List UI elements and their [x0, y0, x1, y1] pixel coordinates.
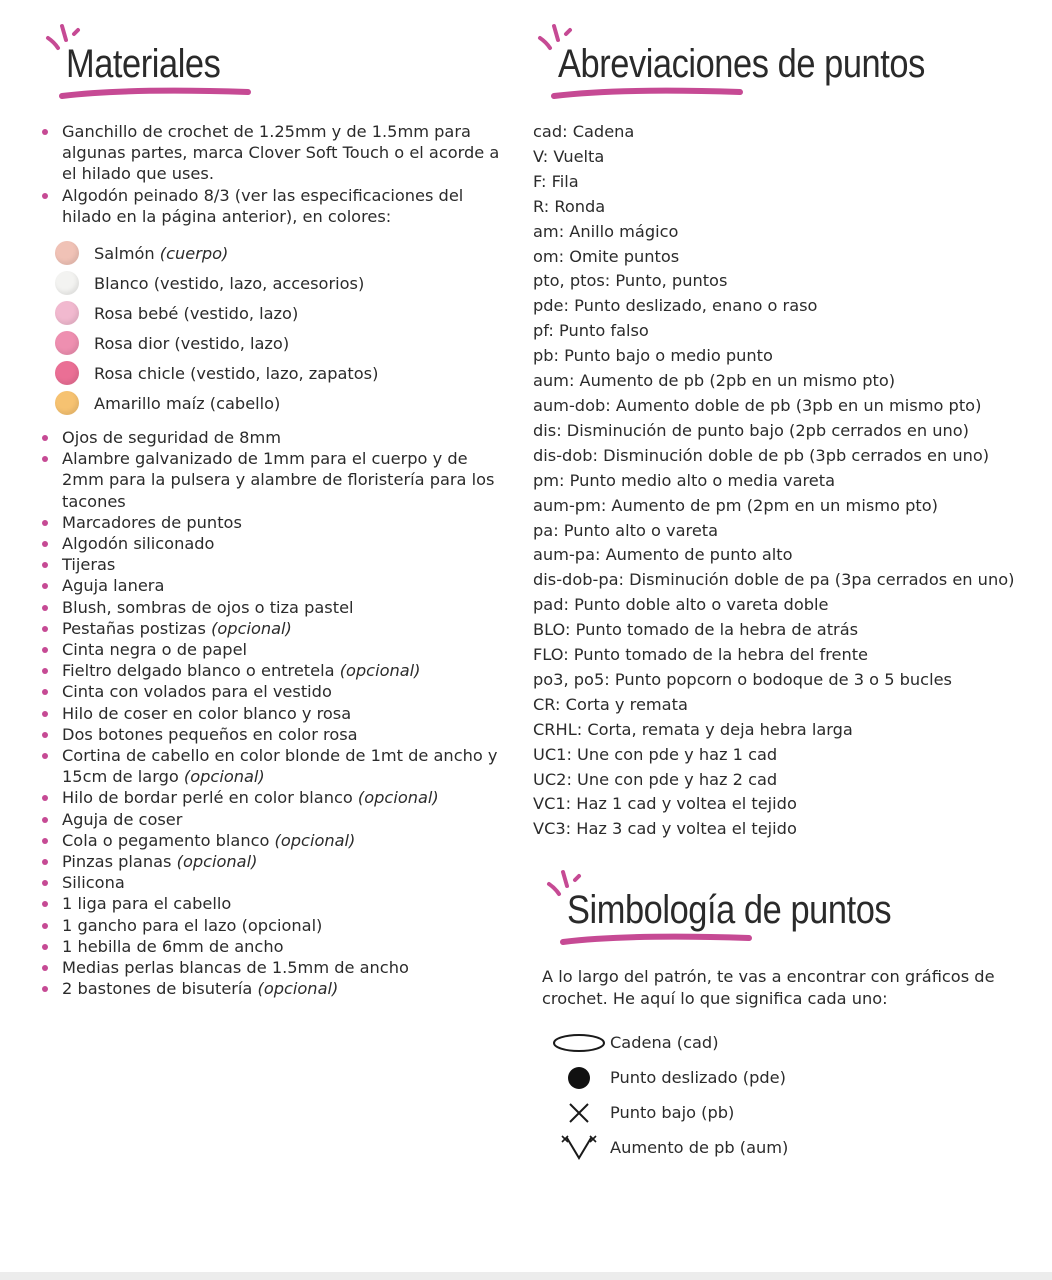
single-crochet-x-icon: [566, 1100, 592, 1126]
yarn-color-list: [55, 238, 495, 418]
bullet-icon: [42, 944, 48, 950]
list-item: R: Ronda: [533, 196, 606, 216]
materials-title: Materiales: [66, 42, 221, 86]
list-item: CR: Corta y remata: [533, 694, 688, 714]
list-item: Pinzas planas (opcional): [42, 851, 512, 872]
symbol-item: Cadena (cad): [548, 1025, 1028, 1060]
list-item: UC2: Une con pde y haz 2 cad: [533, 769, 778, 789]
list-item: VC1: Haz 1 cad y voltea el tejido: [533, 794, 797, 814]
symbols-list: [548, 1025, 1028, 1165]
list-item: pf: Punto falso: [533, 321, 649, 341]
list-item: Marcadores de puntos: [42, 512, 512, 533]
abbreviations-heading: [558, 42, 985, 87]
list-item: 1 gancho para el lazo (opcional): [42, 915, 512, 936]
bullet-icon: [42, 520, 48, 526]
page-bottom-edge: [0, 1272, 1052, 1280]
bullet-icon: [42, 435, 48, 441]
increase-v-icon: [559, 1134, 599, 1162]
symbol-item: Punto deslizado (pde): [548, 1060, 1028, 1095]
bullet-icon: [42, 732, 48, 738]
bullet-icon: [42, 817, 48, 823]
bullet-icon: [42, 668, 48, 674]
list-item: 1 liga para el cabello: [42, 893, 512, 914]
list-item: CRHL: Corta, remata y deja hebra larga: [533, 719, 853, 739]
yarn-color-item: Rosa bebé (vestido, lazo): [55, 298, 495, 328]
list-item: FLO: Punto tomado de la hebra del frente: [533, 645, 869, 665]
yarn-color-item: Rosa dior (vestido, lazo): [55, 328, 495, 358]
symbols-heading: [567, 888, 944, 933]
symbol-item: Aumento de pb (aum): [548, 1130, 1028, 1165]
bullet-icon: [42, 965, 48, 971]
bullet-icon: [42, 880, 48, 886]
yarn-swatch-icon: [55, 391, 79, 415]
bullet-icon: [42, 541, 48, 547]
list-item: Hilo de bordar perlé en color blanco (opcional): [42, 787, 512, 808]
list-item: cad: Cadena: [533, 122, 635, 141]
materials-column: [0, 0, 520, 1280]
yarn-color-item: Amarillo maíz (cabello): [55, 388, 495, 418]
list-item: po3, po5: Punto popcorn o bodoque de 3 o 5 bucles: [533, 669, 952, 689]
list-item: Ganchillo de crochet de 1.25mm y de 1.5mm para algunas partes, marca Clover Soft Touch o el acorde a el hilado que uses.: [42, 121, 512, 185]
list-item: Aguja de coser: [42, 809, 512, 830]
bullet-icon: [42, 859, 48, 865]
list-item: am: Anillo mágico: [533, 221, 679, 241]
list-item: pm: Punto medio alto o media vareta: [533, 470, 836, 490]
brush-underline-icon: [550, 82, 750, 104]
list-item: UC1: Une con pde y haz 1 cad: [533, 744, 778, 764]
list-item: Algodón siliconado: [42, 533, 512, 554]
yarn-swatch-icon: [55, 361, 79, 385]
list-item: Blush, sombras de ojos o tiza pastel: [42, 597, 512, 618]
list-item: dis: Disminución de punto bajo (2pb cerrados en uno): [533, 420, 969, 440]
brush-underline-icon: [58, 82, 258, 104]
materials-list-top: [42, 121, 512, 227]
list-item: Cinta con volados para el vestido: [42, 681, 512, 702]
bullet-icon: [42, 647, 48, 653]
abbreviations-list: [533, 120, 1014, 842]
materials-list: [42, 427, 512, 999]
list-item: Cola o pegamento blanco (opcional): [42, 830, 512, 851]
list-item: VC3: Haz 3 cad y voltea el tejido: [533, 819, 797, 839]
bullet-icon: [42, 923, 48, 929]
list-item: Fieltro delgado blanco o entretela (opcional): [42, 660, 512, 681]
bullet-icon: [42, 583, 48, 589]
list-item: dis-dob: Disminución doble de pb (3pb cerrados en uno): [533, 445, 990, 465]
list-item: Algodón peinado 8/3 (ver las especificaciones del hilado en la página anterior), en colores:: [42, 185, 512, 227]
list-item: dis-dob-pa: Disminución doble de pa (3pa cerrados en uno): [533, 570, 1015, 590]
bullet-icon: [42, 605, 48, 611]
yarn-swatch-icon: [55, 301, 79, 325]
list-item: pb: Punto bajo o medio punto: [533, 346, 773, 366]
slip-stitch-dot-icon: [566, 1065, 592, 1091]
list-item: Silicona: [42, 872, 512, 893]
bullet-icon: [42, 193, 48, 199]
abbreviations-column: [520, 0, 1052, 1280]
list-item: pde: Punto deslizado, enano o raso: [533, 296, 818, 316]
list-item: aum-pm: Aumento de pm (2pm en un mismo pto): [533, 495, 938, 515]
bullet-icon: [42, 986, 48, 992]
yarn-color-item: Blanco (vestido, lazo, accesorios): [55, 268, 495, 298]
list-item: BLO: Punto tomado de la hebra de atrás: [533, 620, 859, 640]
list-item: 1 hebilla de 6mm de ancho: [42, 936, 512, 957]
symbols-title: Simbología de puntos: [567, 888, 892, 932]
bullet-icon: [42, 689, 48, 695]
abbreviations-title: Abreviaciones de puntos: [558, 42, 925, 86]
chain-oval-icon: [551, 1032, 607, 1054]
list-item: Hilo de coser en color blanco y rosa: [42, 703, 512, 724]
list-item: Aguja lanera: [42, 575, 512, 596]
list-item: pto, ptos: Punto, puntos: [533, 271, 728, 291]
bullet-icon: [42, 129, 48, 135]
materials-heading: [66, 42, 246, 87]
list-item: V: Vuelta: [533, 146, 605, 166]
bullet-icon: [42, 562, 48, 568]
list-item: Pestañas postizas (opcional): [42, 618, 512, 639]
bullet-icon: [42, 711, 48, 717]
list-item: F: Fila: [533, 171, 579, 191]
list-item: Medias perlas blancas de 1.5mm de ancho: [42, 957, 512, 978]
list-item: Dos botones pequeños en color rosa: [42, 724, 512, 745]
list-item: Cortina de cabello en color blonde de 1mt de ancho y 15cm de largo (opcional): [42, 745, 512, 787]
symbols-intro: A lo largo del patrón, te vas a encontrar con gráficos de crochet. He aquí lo que significa cada uno:: [542, 967, 995, 1008]
list-item: om: Omite puntos: [533, 246, 680, 266]
list-item: Tijeras: [42, 554, 512, 575]
list-item: Ojos de seguridad de 8mm: [42, 427, 512, 448]
bullet-icon: [42, 795, 48, 801]
symbol-item: Punto bajo (pb): [548, 1095, 1028, 1130]
yarn-swatch-icon: [55, 271, 79, 295]
list-item: Alambre galvanizado de 1mm para el cuerpo y de 2mm para la pulsera y alambre de floristería para los tacones: [42, 448, 512, 512]
bullet-icon: [42, 753, 48, 759]
yarn-swatch-icon: [55, 241, 79, 265]
list-item: aum-pa: Aumento de punto alto: [533, 545, 793, 565]
brush-underline-icon: [559, 928, 759, 950]
bullet-icon: [42, 901, 48, 907]
list-item: pad: Punto doble alto o vareta doble: [533, 595, 829, 615]
bullet-icon: [42, 838, 48, 844]
list-item: aum-dob: Aumento doble de pb (3pb en un mismo pto): [533, 395, 982, 415]
bullet-icon: [42, 456, 48, 462]
list-item: pa: Punto alto o vareta: [533, 520, 719, 540]
bullet-icon: [42, 626, 48, 632]
yarn-color-item: Salmón (cuerpo): [55, 238, 495, 268]
list-item: 2 bastones de bisutería (opcional): [42, 978, 512, 999]
yarn-color-item: Rosa chicle (vestido, lazo, zapatos): [55, 358, 495, 388]
list-item: aum: Aumento de pb (2pb en un mismo pto): [533, 371, 896, 391]
yarn-swatch-icon: [55, 331, 79, 355]
list-item: Cinta negra o de papel: [42, 639, 512, 660]
